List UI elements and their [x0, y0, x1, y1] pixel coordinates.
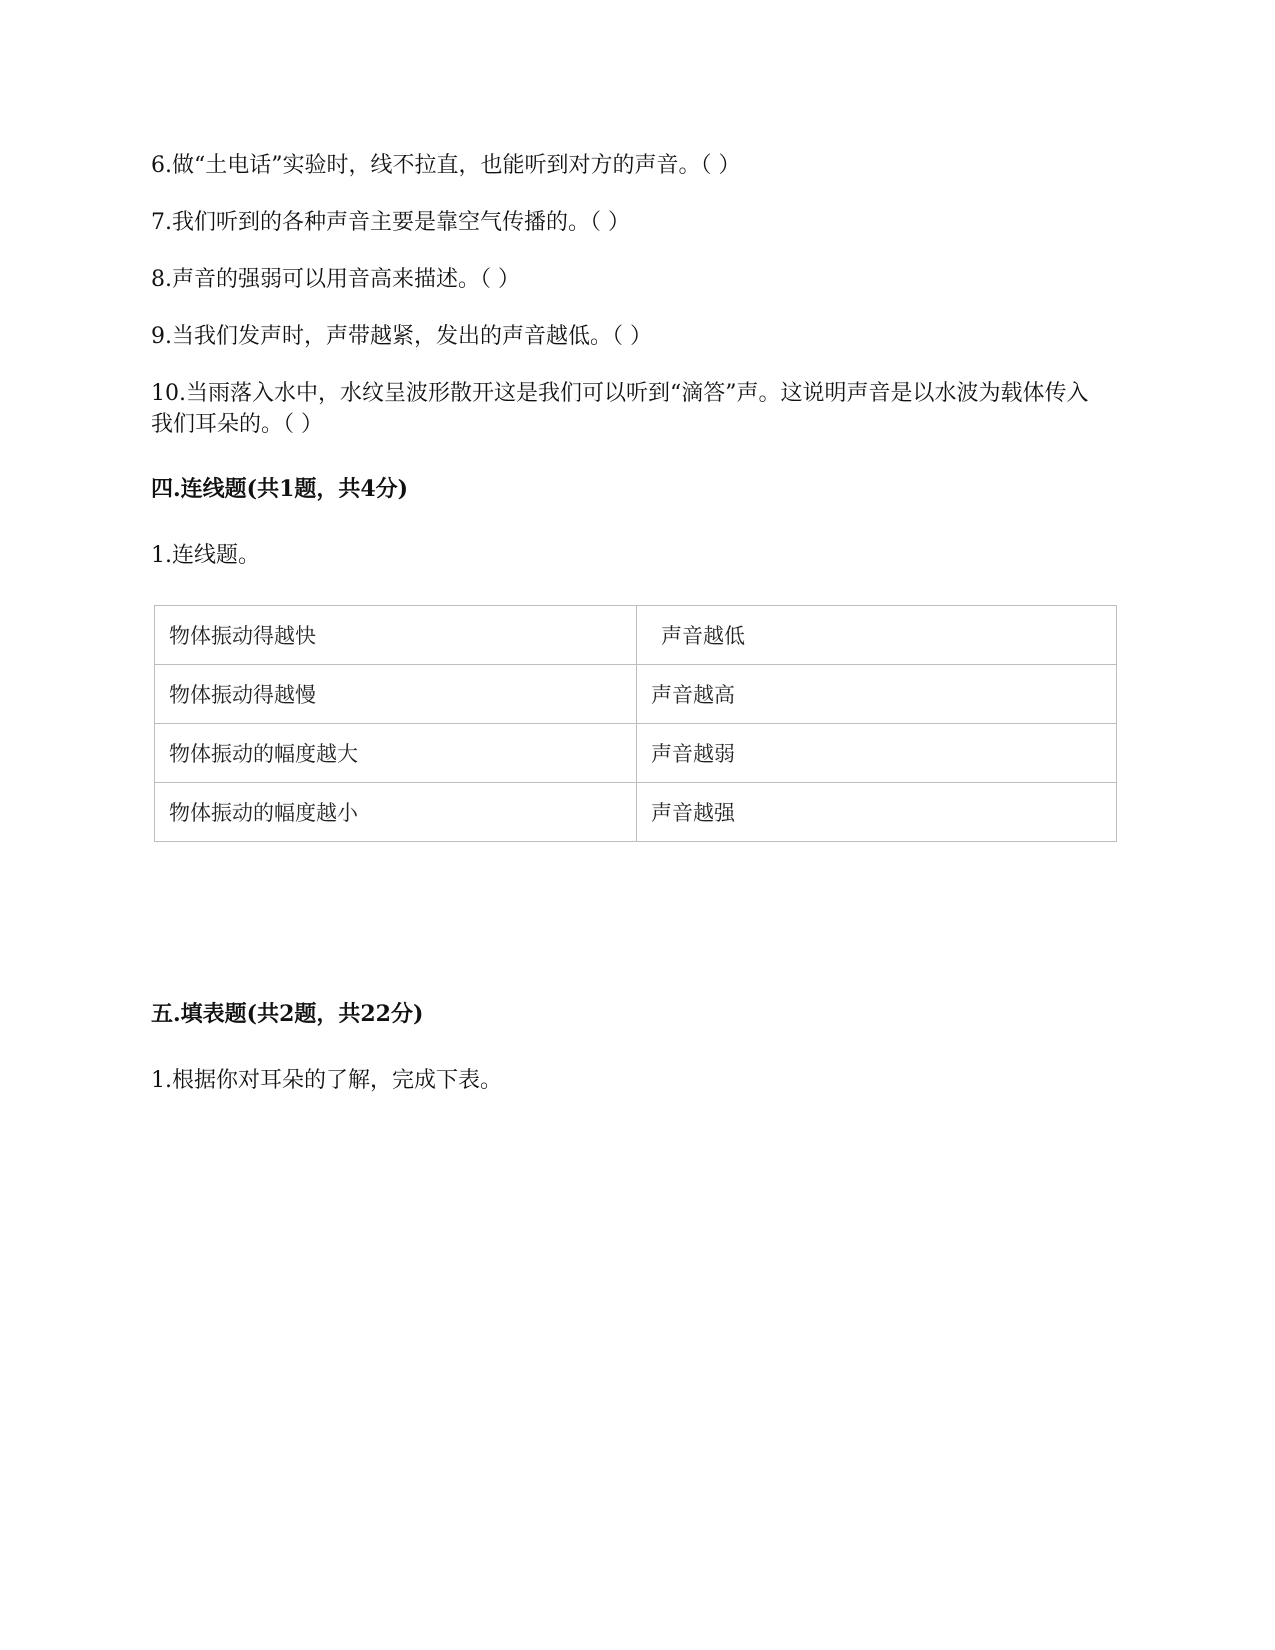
table-row: [155, 783, 1117, 842]
question-10: 10.当雨落入水中，水纹呈波形散开这是我们可以听到“滴答”声。这说明声音是以水波为载体传入我们耳朵的。（ ）: [151, 381, 1089, 437]
section-4-question-1: 1.连线题。: [151, 543, 260, 568]
table-cell-left: 物体振动得越快: [155, 606, 637, 665]
table-cell-left: 物体振动得越慢: [155, 665, 637, 724]
question-9: 9.当我们发声时，声带越紧，发出的声音越低。（ ）: [151, 324, 652, 349]
section-4-heading: 四.连线题(共1题，共4分): [151, 476, 409, 502]
question-7: 7.我们听到的各种声音主要是靠空气传播的。（ ）: [151, 210, 630, 235]
section-5-question-1: 1.根据你对耳朵的了解，完成下表。: [151, 1068, 502, 1093]
table-row: [155, 724, 1117, 783]
question-8: 8.声音的强弱可以用音高来描述。（ ）: [151, 267, 520, 292]
table-cell-right: 声音越低: [637, 606, 1117, 665]
table-cell-right: 声音越高: [637, 665, 1117, 724]
question-6: 6.做“土电话”实验时，线不拉直，也能听到对方的声音。（ ）: [151, 153, 741, 178]
table-row: [155, 606, 1117, 665]
section-5-heading: 五.填表题(共2题，共22分): [151, 1001, 424, 1027]
matching-table: [154, 605, 1117, 842]
table-cell-left: 物体振动的幅度越大: [155, 724, 637, 783]
table-row: [155, 665, 1117, 724]
table-cell-right: 声音越弱: [637, 724, 1117, 783]
table-cell-left: 物体振动的幅度越小: [155, 783, 637, 842]
table-cell-right: 声音越强: [637, 783, 1117, 842]
